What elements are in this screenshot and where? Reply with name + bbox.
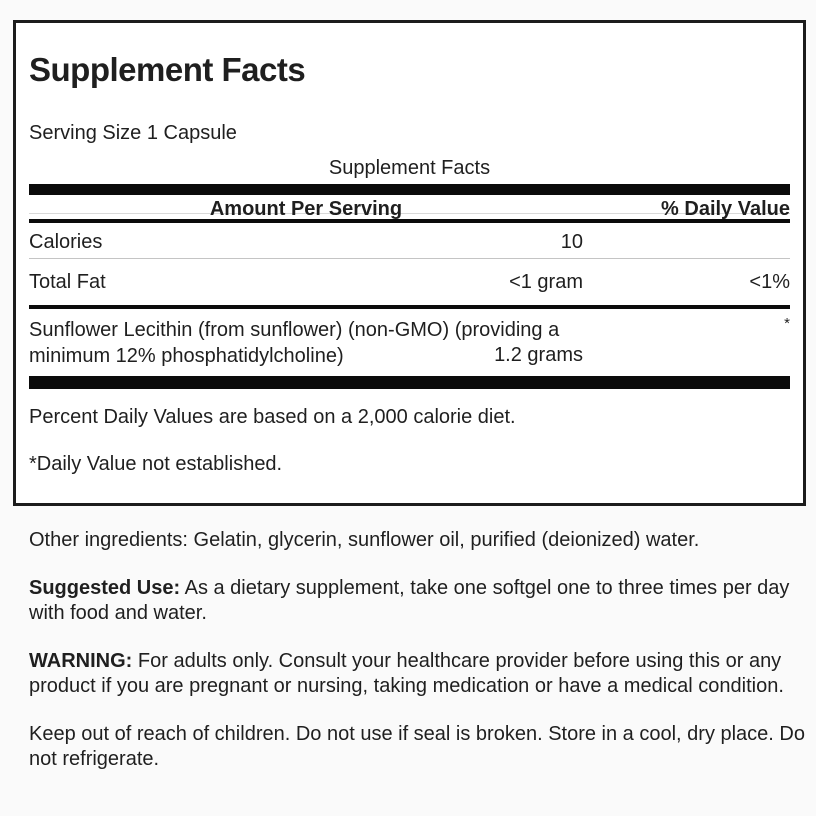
suggested-use-label: Suggested Use: bbox=[29, 577, 181, 599]
warning-text bbox=[29, 649, 807, 699]
divider-thick-bar-top bbox=[29, 184, 790, 195]
nutrient-name: Calories bbox=[29, 230, 103, 253]
table-heading: Supplement Facts bbox=[328, 156, 491, 179]
nutrient-amount: <1 gram bbox=[509, 270, 583, 293]
suggested-use-text bbox=[29, 576, 807, 626]
storage-instructions-text bbox=[29, 722, 807, 772]
nutrient-amount: 10 bbox=[560, 230, 583, 253]
panel-title: Supplement Facts bbox=[29, 51, 306, 88]
footnote-daily-values: Percent Daily Values are based on a 2,000 calorie diet. bbox=[29, 405, 516, 428]
table-row-sunflower-lecithin bbox=[29, 309, 790, 376]
nutrient-amount: 1.2 grams bbox=[494, 343, 583, 366]
serving-size: Serving Size 1 Capsule bbox=[29, 121, 237, 144]
storage-value: Keep out of reach of children. Do not use if seal is broken. Store in a cool, dry place. Do not refrigerate. bbox=[29, 723, 805, 770]
nutrient-daily-value: <1% bbox=[749, 270, 790, 293]
warning-value: For adults only. Consult your healthcare provider before using this or any product if you are pregnant or nursing, taking medication or have a medical condition. bbox=[29, 650, 784, 697]
table-header-row bbox=[29, 195, 790, 223]
label-info-section bbox=[29, 528, 807, 795]
nutrient-name: Total Fat bbox=[29, 270, 106, 293]
table-row-calories bbox=[29, 223, 790, 259]
daily-value-header: % Daily Value bbox=[661, 197, 790, 220]
amount-per-serving-header: Amount Per Serving bbox=[209, 197, 403, 220]
nutrient-daily-value: * bbox=[784, 314, 790, 332]
nutrient-name: Sunflower Lecithin (from sunflower) (non-GMO) (providing a minimum 12% phosphatidylcholine) bbox=[29, 318, 560, 367]
supplement-facts-panel bbox=[13, 20, 806, 506]
footnote-asterisk: *Daily Value not established. bbox=[29, 452, 283, 475]
warning-label: WARNING: bbox=[29, 650, 133, 672]
table-row-total-fat bbox=[29, 259, 790, 309]
other-ingredients-value: Other ingredients: Gelatin, glycerin, sunflower oil, purified (deionized) water. bbox=[29, 529, 700, 551]
suggested-use-value: As a dietary supplement, take one softgel one to three times per day with food and water. bbox=[29, 577, 790, 624]
divider-thick-bar-bottom bbox=[29, 376, 790, 389]
other-ingredients-text bbox=[29, 528, 807, 553]
